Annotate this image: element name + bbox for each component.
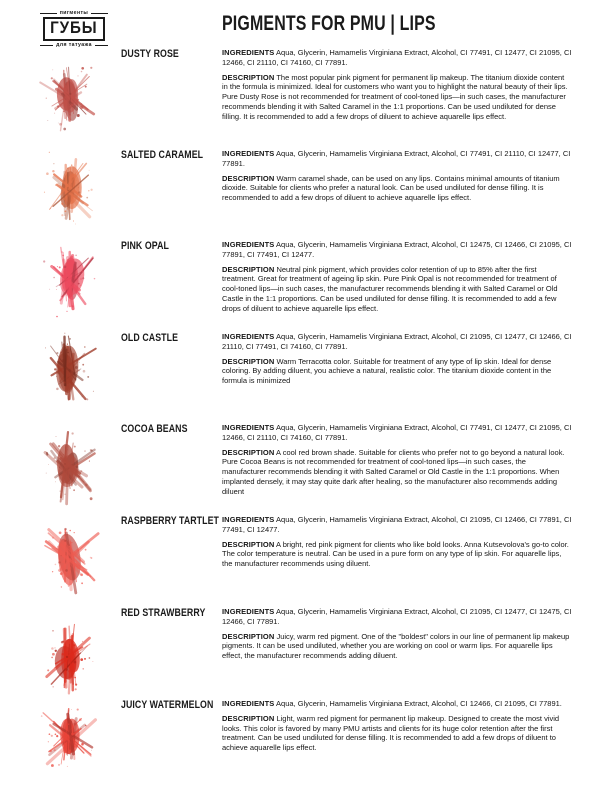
product-name: OLD CASTLE [121, 332, 179, 344]
product-name: RASPBERRY TARTLET [121, 515, 220, 527]
product-texts [222, 149, 572, 208]
product-name: DUSTY ROSE [121, 48, 179, 60]
description-paragraph [222, 174, 572, 203]
pigment-splash-image [32, 238, 106, 322]
logo-rule-left-bottom [40, 45, 53, 46]
pigment-splash-image [32, 616, 106, 700]
ingredients-label: INGREDIENTS [222, 48, 275, 57]
ingredients-label: INGREDIENTS [222, 423, 275, 432]
description-text: Warm Terracotta color. Suitable for treatment of any type of lip skin. Ideal for dense coloring. By adding diluent, you achieve a natural, realistic color. The titanium dioxide content in the formula is minimized [222, 356, 552, 385]
ingredients-paragraph [222, 149, 572, 169]
product-texts [222, 699, 572, 758]
ingredients-text: Aqua, Glycerin, Hamamelis Virginiana Extract, Alcohol, CI 21095, CI 12466, CI 77891, CI 77491, CI 12477. [222, 515, 572, 534]
pigment-splash-image [32, 426, 106, 510]
ingredients-text: Aqua, Glycerin, Hamamelis Virginiana Extract, Alcohol, CI 21095, CI 12477, CI 12475, CI 12466, CI 77891. [222, 607, 572, 626]
description-label: DESCRIPTION [222, 447, 275, 457]
ingredients-label: INGREDIENTS [222, 149, 275, 158]
product-texts [222, 332, 572, 391]
ingredients-paragraph [222, 515, 572, 535]
description-label: DESCRIPTION [222, 264, 275, 274]
product-name: RED STRAWBERRY [121, 607, 206, 619]
product-texts [222, 607, 572, 666]
logo-bottom-row [40, 42, 108, 48]
logo-top-label: пигменты [59, 10, 89, 16]
logo-rule-left [40, 13, 57, 14]
ingredients-text: Aqua, Glycerin, Hamamelis Virginiana Extract, Alcohol, CI 77491, CI 12477, CI 21095, CI 12466, CI 21110, CI 74160, CI 77891. [222, 423, 572, 442]
logo-box [43, 17, 105, 41]
product-name: JUICY WATERMELON [121, 699, 214, 711]
description-text: Warm caramel shade, can be used on any lips. Contains minimal amounts of titanium dioxide. Suitable for clients who prefer a natural look. Can be used undiluted for dense filling. It is recommended to add a few drops of diluent to achieve aquarelle lips effect. [222, 173, 560, 202]
product-texts [222, 423, 572, 501]
description-label: DESCRIPTION [222, 72, 275, 82]
description-text: The most popular pink pigment for permanent lip makeup. The titanium dioxide content in the formula is minimized. Ideal for customers who want you to highlight the natural beauty of their lips. Pure Dusty Rose is not recommended for treatment of cool-toned lips—in such cases, the manufacturer recommends blending it with Salted Caramel in the 1:1 proportions. Can be used undiluted for dense filling. It is recommended to add a few drops of diluent to achieve aquarelle lips effect. [222, 72, 568, 121]
ingredients-label: INGREDIENTS [222, 607, 275, 616]
logo-main-label: ГУБЫ [50, 19, 98, 37]
ingredients-paragraph [222, 607, 572, 627]
logo-rule-right [91, 13, 108, 14]
ingredients-label: INGREDIENTS [222, 699, 275, 708]
pigment-splash-image [32, 516, 106, 600]
description-label: DESCRIPTION [222, 713, 275, 723]
description-paragraph [222, 714, 572, 753]
ingredients-paragraph [222, 699, 572, 709]
ingredients-text: Aqua, Glycerin, Hamamelis Virginiana Extract, Alcohol, CI 12466, CI 21095, CI 77891. [276, 699, 562, 708]
pigment-splash-image [32, 696, 106, 780]
pigment-splash-image [32, 328, 106, 412]
ingredients-text: Aqua, Glycerin, Hamamelis Virginiana Extract, Alcohol, CI 77491, CI 21110, CI 12477, CI 77891. [222, 149, 571, 168]
description-paragraph [222, 357, 572, 386]
pigment-splash-image [32, 56, 106, 140]
description-text: Juicy, warm red pigment. One of the "boldest" colors in our line of permanent lip makeup pigments. It can be used undiluted, whether you are working on cool or warm lips. For aquarelle lips effect, the manufacturer recommends adding diluent. [222, 631, 570, 660]
description-label: DESCRIPTION [222, 631, 275, 641]
description-text: Neutral pink pigment, which provides color retention of up to 85% after the first treatment. Great for treatment of ageing lip skin. Pure Pink Opal is not recommended for treatment of cool-toned lips—in such cases, the manufacturer recommends blending it with Salted Caramel or Old Castle in the 1:1 proportions. Can be used undiluted for dense filling. It is recommended to add a few drops of diluent to achieve aquarelle lips effect. [222, 264, 558, 313]
pigment-splash-image [32, 146, 106, 230]
ingredients-paragraph [222, 240, 572, 260]
logo-top-row [40, 10, 108, 16]
description-label: DESCRIPTION [222, 356, 275, 366]
description-text: A cool red brown shade. Suitable for clients who prefer not to go beyond a natural look. Pure Cocoa Beans is not recommended for treatment of cool-toned lips—in such cases, the manufacturer recommends blending it with Salted Caramel or Old Castle in the 1:1 proportions. When implanted densely, it may stay quite dark after healing, so the manufacturer also recommends adding diluent [222, 447, 565, 496]
product-texts [222, 48, 572, 126]
ingredients-label: INGREDIENTS [222, 515, 275, 524]
product-texts [222, 240, 572, 318]
ingredients-text: Aqua, Glycerin, Hamamelis Virginiana Extract, Alcohol, CI 12475, CI 12466, CI 21095, CI 77891, CI 77491, CI 12477. [222, 240, 572, 259]
description-label: DESCRIPTION [222, 539, 275, 549]
description-paragraph [222, 540, 572, 569]
ingredients-text: Aqua, Glycerin, Hamamelis Virginiana Extract, Alcohol, CI 77491, CI 12477, CI 21095, CI 12466, CI 21110, CI 74160, CI 77891. [222, 48, 572, 67]
product-name: COCOA BEANS [121, 423, 188, 435]
ingredients-paragraph [222, 423, 572, 443]
ingredients-text: Aqua, Glycerin, Hamamelis Virginiana Extract, Alcohol, CI 21095, CI 12477, CI 12466, CI 21110, CI 77491, CI 74160, CI 77891. [222, 332, 572, 351]
description-paragraph [222, 632, 572, 661]
ingredients-label: INGREDIENTS [222, 332, 275, 341]
brand-logo [40, 10, 108, 48]
description-paragraph [222, 448, 572, 497]
description-text: Light, warm red pigment for permanent lip makeup. Designed to create the most vivid looks. This color is favored by many PMU artists and clients for its huge color retention after the first treatment. Can be used undiluted for dense filling. It is recommended to add a few drops of diluent to achieve aquarelle lips effect. [222, 713, 560, 752]
page-title: PIGMENTS FOR PMU | LIPS [222, 12, 436, 35]
ingredients-paragraph [222, 48, 572, 68]
ingredients-paragraph [222, 332, 572, 352]
logo-bottom-label: для татуажа [56, 42, 92, 48]
description-label: DESCRIPTION [222, 173, 275, 183]
logo-rule-right-bottom [95, 45, 108, 46]
description-text: A bright, red pink pigment for clients who like bold looks. Anna Kutsevolova's go-to color. The color temperature is neutral. Can be used in a pure form on any type of lip skin. For aquarelle lips, the manufacturer recommends using diluent. [222, 539, 569, 568]
product-name: PINK OPAL [121, 240, 169, 252]
description-paragraph [222, 265, 572, 314]
product-name: SALTED CARAMEL [121, 149, 204, 161]
ingredients-label: INGREDIENTS [222, 240, 275, 249]
description-paragraph [222, 73, 572, 122]
product-texts [222, 515, 572, 574]
